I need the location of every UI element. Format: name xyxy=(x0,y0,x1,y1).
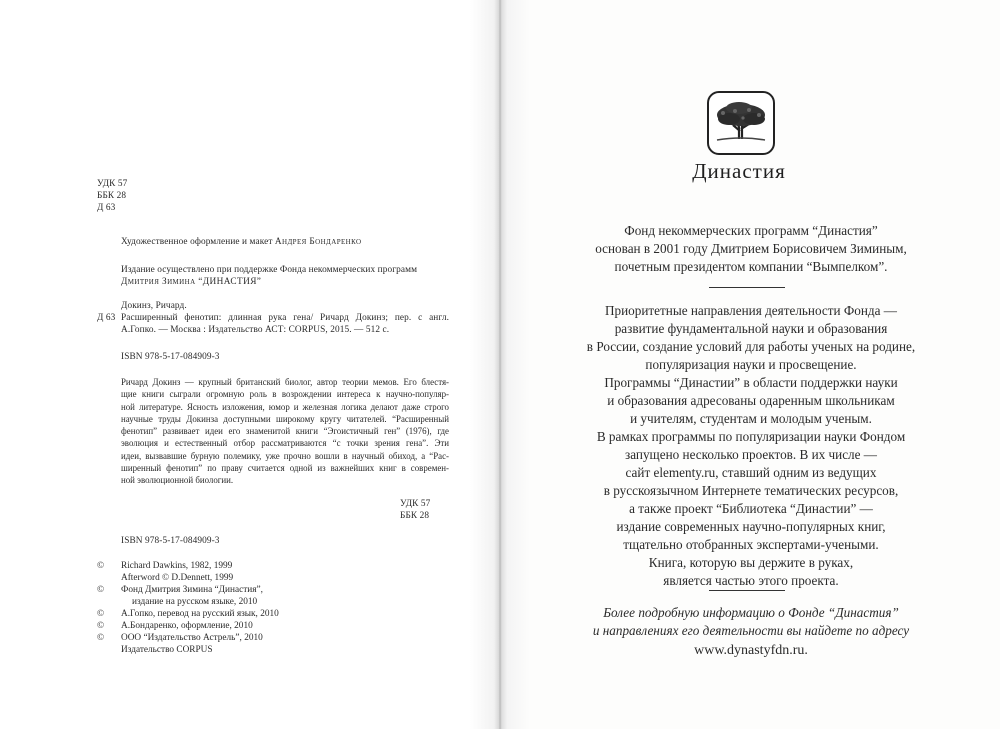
designer-name: Андрея Бондаренко xyxy=(274,237,362,247)
copyright-text: А.Гопко, перевод на русский язык, 2010 xyxy=(121,609,279,619)
directions-line: издание современных научно-популярных книг, xyxy=(616,519,886,534)
foundation-directions xyxy=(502,302,1000,590)
directions-line: запущено несколько проектов. В их числе — xyxy=(625,447,877,462)
copyright-text: Richard Dawkins, 1982, 1999 xyxy=(121,561,233,571)
abstract-line: щие книги сыграли огромную роль в возрождении интереса к научно-популяр- xyxy=(121,389,449,400)
directions-line: Приоритетные направления деятельности Фонда — xyxy=(605,303,897,318)
directions-line: является частью этого проекта. xyxy=(663,573,839,588)
abstract-line: эволюция и естественный отбор рассматриваются “с точки зрения гена”. Эти xyxy=(121,438,449,449)
design-credit xyxy=(121,236,361,248)
support-note xyxy=(121,264,417,288)
right-page xyxy=(502,0,1000,729)
divider xyxy=(709,590,785,591)
directions-line: Книга, которую вы держите в руках, xyxy=(648,555,854,570)
intro-line: Фонд некоммерческих программ “Династия” xyxy=(624,223,878,238)
directions-line: в русскоязычном Интернете тематических ресурсов, xyxy=(603,483,899,498)
website-link[interactable]: www.dynastyfdn.ru. xyxy=(694,643,808,658)
copyright-symbol: © xyxy=(97,621,105,631)
abstract-line: научные труды Докинза доступными широкому кругу читателей. “Расширенный xyxy=(121,413,449,424)
isbn-bottom: ISBN 978-5-17-084909-3 xyxy=(121,536,220,546)
directions-line: В рамках программы по популяризации науки Фондом xyxy=(596,429,906,444)
support-note-line2: Дмитрия Зимина “ДИНАСТИЯ” xyxy=(121,277,262,288)
bbk-code-right: ББК 28 xyxy=(400,511,430,522)
logo-name: Династия xyxy=(692,159,786,183)
classification-right xyxy=(400,498,449,522)
udk-code: УДК 57 xyxy=(97,179,128,189)
bbk-code: ББК 28 xyxy=(97,191,127,202)
copyright-text: ООО “Издательство Астрель”, 2010 xyxy=(121,633,263,643)
classification-block xyxy=(97,178,127,215)
author-heading: Докинз, Ричард. xyxy=(121,301,187,311)
directions-line: тщательно отобранных экспертами-учеными. xyxy=(623,537,879,552)
book-gutter xyxy=(470,0,530,729)
left-page xyxy=(0,0,498,729)
foundation-intro xyxy=(502,222,1000,276)
abstract-line: идеи, вызвавшие бурную полемику, уже прочно вошли в научный обиход, а “Рас- xyxy=(121,450,449,461)
more-info-line: Более подробную информацию о Фонде “Династия” xyxy=(603,605,899,620)
abstract-line: ной литературе. Ясность изложения, юмор и железная логика делают даже строго xyxy=(121,401,449,412)
more-info xyxy=(502,604,1000,660)
copyright-text: Afterword © D.Dennett, 1999 xyxy=(121,573,234,583)
catalog-code: Д 63 xyxy=(97,313,116,323)
copyright-symbol: © xyxy=(97,633,105,643)
intro-line: почетным президентом компании “Вымпелком”. xyxy=(614,259,888,274)
tree-icon xyxy=(709,93,773,153)
abstract-line: ширенный фенотип” по праву считается одной из важнейших книг в современ- xyxy=(121,463,449,474)
support-note-line1: Издание осуществлено при поддержке Фонда некоммерческих программ xyxy=(121,265,418,275)
design-credit-prefix: Художественное оформление и макет xyxy=(121,237,275,247)
copyright-symbol: © xyxy=(97,609,105,619)
abstract-line: ной эволюционной биологии. xyxy=(121,475,234,486)
copyright-symbol: © xyxy=(97,585,105,595)
directions-line: и учителям, студентам и молодым ученым. xyxy=(630,411,872,426)
abstract xyxy=(121,376,449,487)
directions-line: в России, создание условий для работы ученых на родине, xyxy=(586,339,916,354)
directions-line: развитие фундаментальной науки и образования xyxy=(614,321,888,336)
copyright-symbol: © xyxy=(97,561,105,571)
catalog-line2: А.Гопко. — Москва : Издательство АСТ: CORPUS, 2015. — 512 с. xyxy=(121,325,390,335)
abstract-line: Ричард Докинз — крупный британский биолог, автор теории мемов. Его блестя- xyxy=(121,377,449,387)
copyright-text: Издательство CORPUS xyxy=(121,645,213,655)
directions-line: а также проект “Библиотека “Династии” — xyxy=(629,501,873,516)
intro-line: основан в 2001 году Дмитрием Борисовичем Зиминым, xyxy=(595,241,907,256)
directions-line: и образования адресованы одаренным школьникам xyxy=(607,393,895,408)
copyright-text: Фонд Дмитрия Зимина “Династия”, xyxy=(121,585,263,595)
abstract-line: фенотип” развивает идеи его знаменитой книги “Эгоистичный ген” (1976), где xyxy=(121,426,449,437)
divider xyxy=(709,287,785,288)
directions-line: популяризация науки и просвещение. xyxy=(645,357,857,372)
isbn-top: ISBN 978-5-17-084909-3 xyxy=(121,352,220,362)
author-mark: Д 63 xyxy=(97,203,116,214)
more-info-line: и направлениях его деятельности вы найдете по адресу xyxy=(592,623,910,638)
directions-line: Программы “Династии” в области поддержки науки xyxy=(604,375,898,390)
copyright-text: А.Бондаренко, оформление, 2010 xyxy=(121,621,253,631)
udk-code-right: УДК 57 xyxy=(400,499,431,509)
dynasty-logo xyxy=(707,91,775,155)
directions-line: сайт elementy.ru, ставший одним из ведущих xyxy=(625,465,877,480)
catalog-line1: Расширенный фенотип: длинная рука гена/ Ричард Докинз; пер. с англ. xyxy=(121,313,449,323)
copyright-text: издание на русском языке, 2010 xyxy=(132,597,258,607)
